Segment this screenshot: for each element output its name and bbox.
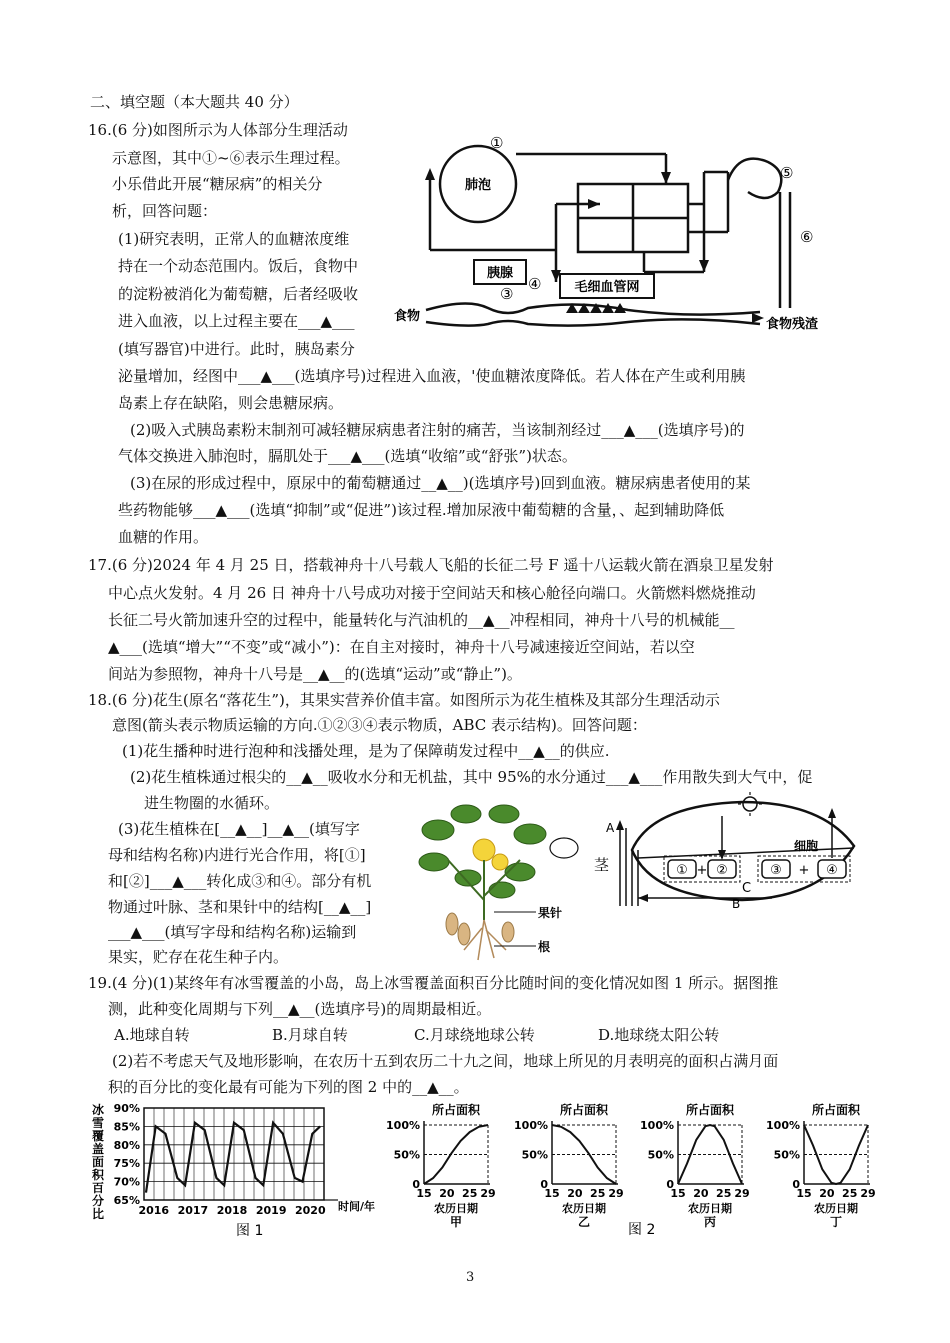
q19-line-4: 积的百分比的变化最有可能为下列的图 2 中的__▲__。 (108, 1078, 469, 1096)
physiology-diagram (388, 132, 840, 336)
fig1-y-tick: 90% (113, 1102, 140, 1115)
fig1-ylabel-char: 盖 (91, 1142, 105, 1156)
fig2-panel-乙 (514, 1102, 624, 1229)
fig1-xlabel: 时间/年 (338, 1200, 376, 1213)
fig1-x-tick: 2017 (177, 1204, 209, 1217)
fig2-x-tick: 20 (693, 1187, 709, 1200)
q19-line-1: 19.(4 分)(1)某终年有冰雪覆盖的小岛，岛上冰雪覆盖面积百分比随时间的变化情况如图 1 所示。据图推 (88, 974, 779, 992)
fig2-x-tick: 25 (590, 1187, 606, 1200)
fig1-y-tick: 70% (113, 1175, 140, 1189)
fig2-x-tick: 15 (796, 1187, 812, 1200)
guozhen-label: 果针 (538, 906, 563, 920)
q16-line-7: 的淀粉被消化为葡萄糖，后者经吸收 (118, 285, 359, 303)
q16-line-16: 血糖的作用。 (118, 528, 209, 546)
q17-line-2: 中心点火发射。4 月 26 日 神舟十八号成功对接于空间站天和核心舱径向端口。火箭燃料燃烧推动 (108, 584, 756, 602)
fig2-panel-丁 (766, 1102, 876, 1229)
fig2-y-tick: 0 (792, 1178, 800, 1191)
q19-option-c: C.月球绕地球公转 (414, 1026, 535, 1044)
q19-line-2: 测，此种变化周期与下列__▲__(选填序号)的周期最相近。 (108, 1000, 492, 1018)
q18-line-8: 和[②]___▲___转化成③和④。部分有机 (108, 872, 372, 890)
q17-line-1: 17.(6 分)2024 年 4 月 25 日，搭载神舟十八号载人飞船的长征二号 F 遥十八运载火箭在酒泉卫星发射 (88, 556, 774, 574)
fig2-y-tick: 50% (393, 1148, 420, 1162)
fig2-panel-title: 所占面积 (685, 1103, 735, 1117)
structure-C-label: C (742, 881, 752, 896)
q18-line-9: 物通过叶脉、茎和果针中的结构[__▲__] (108, 898, 372, 916)
q19-option-a: A.地球自转 (114, 1026, 190, 1044)
figure-2-moon-panels (372, 1100, 902, 1240)
substance-1: ① (676, 863, 688, 878)
fig1-ylabel-char: 分 (91, 1194, 105, 1208)
fig2-xlabel: 农历日期 (434, 1202, 478, 1215)
fig2-x-tick: 15 (670, 1187, 686, 1200)
stem-label: 茎 (594, 856, 610, 874)
fig2-x-tick: 20 (439, 1187, 455, 1200)
q16-line-14: (3)在尿的形成过程中，原尿中的葡萄糖通过__▲__)(选填序号)回到血液。糖尿病患者使用的某 (130, 474, 751, 492)
q18-line-2: 意图(箭头表示物质运输的方向.①②③④表示物质，ABC 表示结构)。回答问题： (112, 716, 647, 734)
cell-label: 细胞 (794, 839, 819, 853)
substance-4: ④ (826, 863, 838, 878)
fig1-ylabel-char: 百 (91, 1181, 105, 1195)
process-3-label: ③ (500, 285, 514, 303)
q18-line-5: 进生物圈的水循环。 (144, 794, 280, 812)
svg-text:+: + (798, 863, 810, 878)
structure-A-label: A (606, 821, 615, 835)
fig1-x-tick: 2019 (255, 1204, 287, 1217)
fig2-x-tick: 15 (416, 1187, 432, 1200)
root-label: 根 (538, 940, 551, 954)
fig2-x-tick: 29 (608, 1187, 624, 1200)
fig2-xlabel: 农历日期 (688, 1202, 732, 1215)
fig2-x-tick: 25 (716, 1187, 732, 1200)
process-4-label: ④ (528, 275, 542, 293)
q18-line-11: 果实，贮存在花生种子内。 (108, 948, 289, 966)
fig2-xlabel: 农历日期 (814, 1202, 858, 1215)
peanut-plant-figure (408, 800, 588, 962)
figure-1-ice-chart (88, 1100, 388, 1240)
fig2-x-tick: 20 (819, 1187, 835, 1200)
q19-option-d: D.地球绕太阳公转 (598, 1026, 720, 1044)
fig1-ylabel-char: 面 (91, 1155, 105, 1169)
fig2-panel-title: 所占面积 (559, 1103, 609, 1117)
fig2-y-tick: 0 (666, 1178, 674, 1191)
fig1-y-tick: 65% (113, 1194, 140, 1207)
fig2-panel-title: 所占面积 (811, 1103, 861, 1117)
q16-line-10: 泌量增加，经图中___▲___(选填序号)过程进入血液，'使血糖浓度降低。若人体在产生或利用胰 (118, 367, 746, 385)
peanut-flower (473, 839, 495, 861)
q19-option-b: B.月球自转 (272, 1026, 348, 1044)
page-number: 3 (466, 1270, 475, 1285)
fig1-x-tick: 2018 (216, 1204, 248, 1217)
fig2-x-tick: 29 (480, 1187, 496, 1200)
fig2-panel-丙 (640, 1102, 750, 1229)
fig2-panel-甲 (386, 1102, 496, 1229)
fig1-ylabel-char: 覆 (91, 1129, 105, 1143)
fig2-panel-name: 乙 (577, 1215, 591, 1229)
fig1-ylabel-char: 雪 (91, 1116, 105, 1130)
q16-line-4: 析，回答问题： (112, 202, 218, 220)
q18-line-10: ___▲___(填写字母和结构名称)运输到 (108, 923, 357, 941)
food-label: 食物 (394, 309, 421, 324)
fig1-ylabel-char: 冰 (91, 1103, 105, 1117)
q18-line-3: (1)花生播种时进行泡种和浅播处理，是为了保障萌发过程中__▲__的供应. (122, 742, 610, 760)
q16-line-13: 气体交换进入肺泡时，膈肌处于___▲___(选填“收缩”或“舒张”)状态。 (118, 447, 577, 465)
fig2-x-tick: 25 (842, 1187, 858, 1200)
fig2-y-tick: 0 (540, 1178, 548, 1191)
fig2-x-tick: 29 (860, 1187, 876, 1200)
fig1-x-tick: 2016 (138, 1204, 170, 1217)
q18-line-4: (2)花生植株通过根尖的__▲__吸收水分和无机盐，其中 95%的水分通过___▲___作用散失到大气中，促 (130, 768, 813, 786)
q17-line-3: 长征二号火箭加速升空的过程中，能量转化与汽油机的__▲__冲程相同，神舟十八号的机械能__ (108, 611, 735, 629)
fig1-y-tick: 80% (113, 1138, 140, 1152)
process-6-label: ⑥ (800, 228, 814, 246)
fig2-panel-name: 丁 (829, 1215, 843, 1229)
fig2-panel-title: 所占面积 (431, 1103, 481, 1117)
fig2-panel-name: 丙 (703, 1215, 717, 1229)
fig2-y-tick: 100% (514, 1119, 548, 1132)
fig2-x-tick: 29 (734, 1187, 750, 1200)
section-title: 二、填空题（本大题共 40 分） (90, 93, 299, 111)
q16-line-11: 岛素上存在缺陷，则会患糖尿病。 (118, 394, 344, 412)
q16-line-1: 16.(6 分)如图所示为人体部分生理活动 (88, 121, 348, 139)
fig1-y-tick: 85% (113, 1120, 140, 1134)
residue-label: 食物残渣 (766, 317, 819, 332)
capillary-label: 毛细血管网 (574, 280, 640, 295)
fig1-ylabel-char: 比 (91, 1207, 105, 1221)
fig1-caption: 图 1 (236, 1223, 264, 1239)
q16-line-2: 示意图，其中①~⑥表示生理过程。 (112, 149, 350, 167)
fig2-caption: 图 2 (628, 1222, 656, 1238)
fig2-y-tick: 50% (521, 1148, 548, 1162)
alveolus-label: 肺泡 (464, 178, 492, 193)
fig1-ylabel-char: 积 (91, 1168, 105, 1182)
fig2-y-tick: 100% (386, 1119, 420, 1132)
q16-line-5: (1)研究表明，正常人的血糖浓度维 (118, 230, 350, 248)
fig2-x-tick: 25 (462, 1187, 478, 1200)
fig2-y-tick: 0 (412, 1178, 420, 1191)
fig2-x-tick: 20 (567, 1187, 583, 1200)
q17-line-4: ▲___(选填“增大”“不变”或“减小”)：在自主对接时，神舟十八号减速接近空间站，若以空 (108, 638, 695, 656)
q18-line-1: 18.(6 分)花生(原名“落花生”)，其果实营养价值丰富。如图所示为花生植株及其部分生理活动示 (88, 691, 720, 709)
fig2-panel-name: 甲 (449, 1215, 463, 1229)
fig2-y-tick: 50% (773, 1148, 800, 1162)
fig1-x-tick: 2020 (294, 1204, 326, 1217)
fig2-xlabel: 农历日期 (562, 1202, 606, 1215)
fig2-y-tick: 50% (647, 1148, 674, 1162)
q19-line-3: (2)若不考虑天气及地形影响，在农历十五到农历二十九之间，地球上所见的月表明亮的面积占满月面 (112, 1052, 779, 1070)
process-1-label: ① (490, 134, 504, 152)
q16-line-8: 进入血液，以上过程主要在___▲___ (118, 312, 355, 330)
fig2-y-tick: 100% (766, 1119, 800, 1132)
q16-line-6: 持在一个动态范围内。饭后，食物中 (118, 257, 359, 275)
pancreas-label: 胰腺 (486, 266, 514, 281)
substance-3: ③ (770, 863, 782, 878)
kidney-shape (728, 159, 781, 198)
q18-line-6: (3)花生植株在[__▲__]__▲__(填写字 (118, 820, 360, 838)
substance-2: ② (716, 863, 728, 878)
leaf-process-figure (592, 790, 862, 910)
q16-line-3: 小乐借此开展“糖尿病”的相关分 (112, 175, 323, 193)
intestine-lower (426, 319, 760, 325)
q16-line-12: (2)吸入式胰岛素粉末制剂可减轻糖尿病患者注射的痛苦，当该制剂经过___▲___(选填序号)的 (130, 421, 745, 439)
fig1-y-tick: 75% (113, 1157, 140, 1171)
fig2-y-tick: 100% (640, 1119, 674, 1132)
q18-line-7: 母和结构名称)内进行光合作用，将[①] (108, 846, 366, 864)
fig2-x-tick: 15 (544, 1187, 560, 1200)
process-5-label: ⑤ (780, 164, 794, 182)
q17-line-5: 间站为参照物，神舟十八号是__▲__的(选填“运动”或“静止”)。 (108, 665, 522, 683)
svg-text:+: + (696, 863, 708, 878)
q16-line-9: (填写器官)中进行。此时，胰岛素分 (118, 340, 355, 358)
q16-line-15: 些药物能够___▲___(选填“抑制”或“促进”)该过程.增加尿液中葡萄糖的含量，、起到辅助降低 (118, 501, 725, 519)
structure-B-label: B (732, 897, 741, 910)
